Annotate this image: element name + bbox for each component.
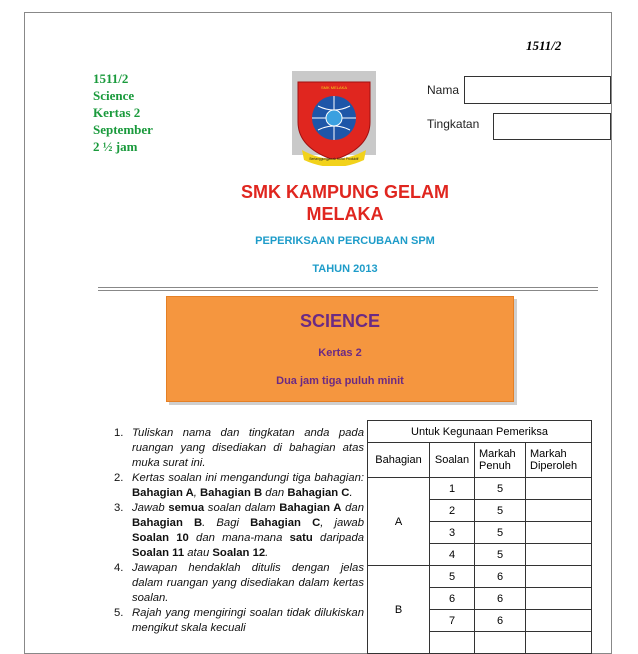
instruction-emphasis: Soalan 10 <box>132 532 189 544</box>
subject-title: SCIENCE <box>299 311 380 331</box>
marks-obtained[interactable] <box>526 566 592 588</box>
instruction-text: atau <box>184 547 213 559</box>
full-marks: 5 <box>475 500 526 522</box>
instruction-text: Kertas soalan ini mengandungi tiga bahagian: <box>132 472 364 484</box>
name-label: Nama <box>427 83 460 97</box>
school-name <box>230 181 460 225</box>
instruction-text: , jawab <box>320 517 365 529</box>
marks-obtained[interactable] <box>526 632 592 654</box>
school-logo <box>290 70 378 166</box>
instruction-text: Rajah yang mengiringi soalan tidak dilukiskan mengikut skala kecuali <box>132 607 364 634</box>
logo-center <box>326 110 342 126</box>
paper-info <box>93 70 153 155</box>
name-field[interactable] <box>464 76 611 104</box>
instruction-number: 2. <box>114 472 124 484</box>
logo-motto-text: Bertanggungjawab Kunci Produktif <box>309 157 359 161</box>
paper-info-month: September <box>93 122 153 137</box>
instruction-text: Tuliskan nama dan tingkatan anda pada ruangan yang disediakan di bahagian atas muka surat ini. <box>132 427 364 469</box>
section-label: A <box>368 478 430 566</box>
marks-obtained[interactable] <box>526 478 592 500</box>
instruction-text: , <box>193 487 201 499</box>
instruction-text: Jawab <box>132 502 169 514</box>
paper-info-duration: 2 ½ jam <box>93 139 138 154</box>
exam-year: TAHUN 2013 <box>312 263 378 275</box>
instruction-text: . <box>265 547 269 559</box>
class-label: Tingkatan <box>427 117 480 131</box>
school-name-line1: SMK KAMPUNG GELAM <box>241 182 449 202</box>
instruction-item <box>114 426 364 471</box>
table-row <box>368 478 592 500</box>
instruction-emphasis: semua <box>168 502 205 514</box>
full-marks: 5 <box>475 544 526 566</box>
instructions-list <box>114 426 364 636</box>
exam-title: PEPERIKSAAN PERCUBAAN SPM <box>255 235 435 247</box>
section-label: B <box>368 566 430 654</box>
instruction-text: . <box>349 487 353 499</box>
table-header: Bahagian <box>368 443 430 478</box>
marks-obtained[interactable] <box>526 522 592 544</box>
instruction-text: Jawapan hendaklah ditulis dengan jelas dalam ruangan yang disediakan dalam kertas soalan. <box>132 562 364 604</box>
instruction-number: 5. <box>114 607 124 619</box>
instruction-emphasis: Bahagian C <box>287 487 350 499</box>
question-number: 5 <box>430 566 475 588</box>
table-title: Untuk Kegunaan Pemeriksa <box>368 421 592 443</box>
paper-info-paper: Kertas 2 <box>93 105 141 120</box>
instruction-text: . Bagi <box>202 517 251 529</box>
table-row <box>368 566 592 588</box>
instruction-text: dan <box>341 502 364 514</box>
subject-banner <box>166 296 514 402</box>
instruction-emphasis: Bahagian B <box>200 487 263 499</box>
logo-school-text: SMK MELAKA <box>320 85 348 90</box>
full-marks: 6 <box>475 588 526 610</box>
instruction-emphasis: Bahagian B <box>132 517 203 529</box>
instruction-number: 1. <box>114 427 124 439</box>
instruction-emphasis: Soalan 11 <box>132 547 185 559</box>
instruction-item <box>114 501 365 561</box>
marks-obtained[interactable] <box>526 500 592 522</box>
table-header-row <box>368 443 592 478</box>
instruction-number: 3. <box>114 502 124 514</box>
full-marks: 6 <box>475 610 526 632</box>
school-name-line2: MELAKA <box>306 204 384 224</box>
marks-obtained[interactable] <box>526 610 592 632</box>
marks-obtained[interactable] <box>526 544 592 566</box>
full-marks: 6 <box>475 566 526 588</box>
divider <box>98 287 598 291</box>
full-marks: 5 <box>475 478 526 500</box>
instruction-emphasis: Soalan 12 <box>212 547 266 559</box>
instruction-item <box>114 471 364 501</box>
paper-number: Kertas 2 <box>318 347 362 359</box>
instruction-emphasis: Bahagian A <box>132 487 194 499</box>
instruction-number: 4. <box>114 562 124 574</box>
paper-info-subject: Science <box>93 88 135 103</box>
full-marks: 5 <box>475 522 526 544</box>
table-title-row <box>368 421 592 443</box>
full-marks <box>475 632 526 654</box>
instruction-item <box>114 561 364 606</box>
question-number: 4 <box>430 544 475 566</box>
instruction-text: dan mana-mana <box>188 532 290 544</box>
question-number: 7 <box>430 610 475 632</box>
instruction-item <box>114 606 364 636</box>
paper-code-top: 1511/2 <box>526 38 562 53</box>
table-header: Markah Penuh <box>475 443 526 478</box>
instruction-emphasis: Bahagian A <box>279 502 342 514</box>
paper-duration: Dua jam tiga puluh minit <box>276 375 404 387</box>
question-number: 3 <box>430 522 475 544</box>
question-number: 2 <box>430 500 475 522</box>
class-field[interactable] <box>493 113 611 140</box>
paper-info-code: 1511/2 <box>93 71 129 86</box>
instruction-text: daripada <box>312 532 365 544</box>
table-header: Markah Diperoleh <box>526 443 592 478</box>
instruction-text: soalan dalam <box>204 502 280 514</box>
instruction-emphasis: satu <box>289 532 313 544</box>
table-header: Soalan <box>430 443 475 478</box>
marks-obtained[interactable] <box>526 588 592 610</box>
instruction-emphasis: Bahagian C <box>250 517 321 529</box>
question-number: 1 <box>430 478 475 500</box>
instruction-text: dan <box>262 487 288 499</box>
examiner-table <box>367 420 592 654</box>
question-number <box>430 632 475 654</box>
question-number: 6 <box>430 588 475 610</box>
